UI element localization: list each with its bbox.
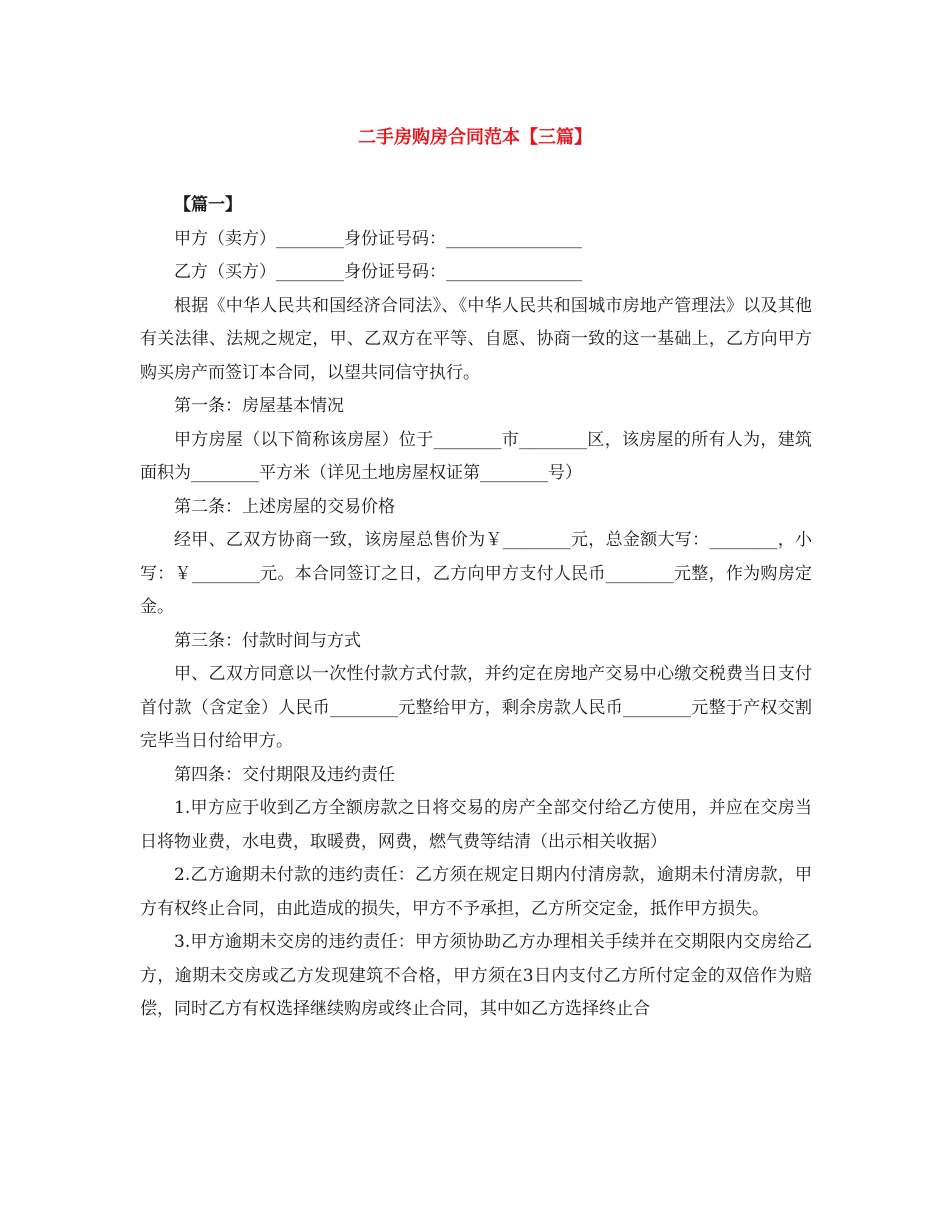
paragraph-preamble: 根据《中华人民共和国经济合同法》、《中华人民共和国城市房地产管理法》以及其他有关法律、法规之规定，甲、乙双方在平等、自愿、协商一致的这一基础上，乙方向甲方购买房产而签订本合同，以望共同信守执行。 (140, 295, 812, 383)
article-1-text: 甲方房屋（以下简称该房屋）位于________市________区，该房屋的所有人为，建筑面积为________平方米（详见土地房屋权证第________号） (140, 429, 812, 483)
article-3-text: 甲、乙双方同意以一次性付款方式付款，并约定在房地产交易中心缴交税费当日支付首付款（含定金）人民币________元整给甲方，剩余房款人民币________元整于产权交割完毕当日付给甲方。 (140, 664, 812, 751)
article-4-clause-1: 1.甲方应于收到乙方全额房款之日将交易的房产全部交付给乙方使用，并应在交房当日将物业费，水电费，取暖费，网费，燃气费等结清（出示相关收据） (140, 798, 812, 852)
article-3-heading: 第三条：付款时间与方式 (174, 630, 361, 651)
paragraph-buyer: 乙方（买方）________身份证号码：________________ (174, 262, 582, 282)
article-2-text: 经甲、乙双方协商一致，该房屋总售价为￥________元，总金额大写：________，小写：￥________元。本合同签订之日，乙方向甲方支付人民币________元整，作为购房定金。 (140, 530, 812, 617)
article-4-clause-2: 2.乙方逾期未付款的违约责任：乙方须在规定日期内付清房款，逾期未付清房款，甲方有权终止合同，由此造成的损失，甲方不予承担，乙方所交定金，抵作甲方损失。 (140, 865, 812, 919)
article-2-heading: 第二条：上述房屋的交易价格 (174, 496, 395, 517)
article-1-heading: 第一条：房屋基本情况 (174, 396, 344, 416)
article-4-heading: 第四条：交付期限及违约责任 (174, 764, 395, 785)
document-title: 二手房购房合同范本【三篇】 (358, 127, 592, 148)
document-body (140, 189, 812, 1027)
paragraph-seller: 甲方（卖方）________身份证号码：________________ (174, 228, 582, 249)
article-4-clause-3: 3.甲方逾期未交房的违约责任：甲方须协助乙方办理相关手续并在交期限内交房给乙方，逾期未交房或乙方发现建筑不合格，甲方须在3日内支付乙方所付定金的双倍作为赔偿，同时乙方有权选择继续购房或终止合同，其中如乙方选择终止合 (140, 932, 812, 1019)
section-heading: 【篇一】 (174, 195, 242, 215)
